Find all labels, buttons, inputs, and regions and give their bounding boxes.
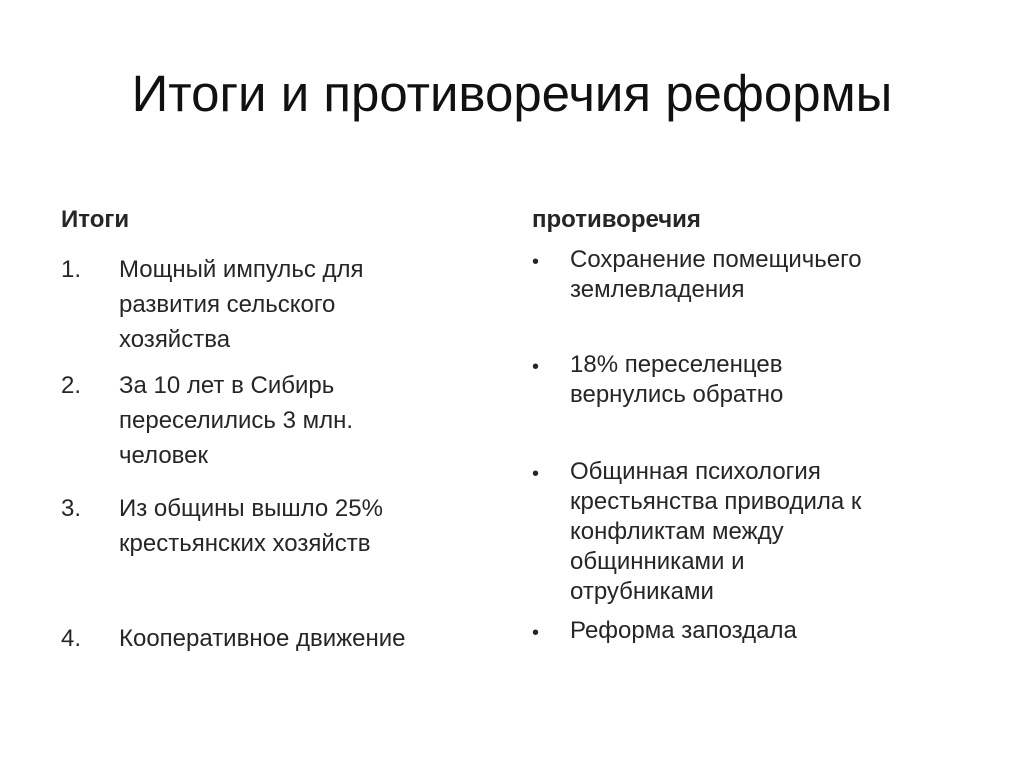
text-line: вернулись обратно: [570, 381, 784, 408]
bullet-icon: •: [532, 356, 540, 378]
text-line: человек: [119, 442, 209, 469]
text-line: конфликтам между: [570, 518, 784, 545]
text-line: Мощный импульс для: [119, 256, 364, 283]
text-line: За 10 лет в Сибирь: [119, 372, 335, 399]
text-line: крестьянских хозяйств: [119, 530, 371, 557]
text-line: Сохранение помещичьего: [570, 246, 862, 273]
item-text: [119, 491, 469, 561]
results-list: [61, 0, 491, 767]
contradictions-heading: противоречия: [532, 206, 701, 233]
text-line: общинниками и: [570, 548, 745, 575]
text-line: переселились 3 млн.: [119, 407, 354, 434]
text-line: Общинная психология: [570, 458, 821, 485]
contradictions-list: [530, 0, 1010, 767]
text-line: 18% переселенцев: [570, 351, 783, 378]
bullet-icon: •: [532, 622, 540, 644]
text-line: хозяйства: [119, 326, 231, 353]
item-text: [119, 252, 469, 357]
item-number: 3.: [61, 495, 82, 522]
text-line: Из общины вышло 25%: [119, 495, 383, 522]
text-line: Реформа запоздала: [570, 617, 797, 644]
item-text: [570, 616, 970, 646]
item-number: 2.: [61, 372, 82, 399]
bullet-icon: •: [532, 251, 540, 273]
bullet-icon: •: [532, 463, 540, 485]
text-line: землевладения: [570, 276, 745, 303]
results-heading: Итоги: [61, 206, 130, 233]
item-text: [570, 350, 970, 410]
item-text: [570, 245, 970, 305]
text-line: крестьянства приводила к: [570, 488, 862, 515]
item-number: 1.: [61, 256, 82, 283]
text-line: развития сельского: [119, 291, 336, 318]
item-number: 4.: [61, 625, 82, 652]
text-line: Кооперативное движение: [119, 625, 406, 652]
text-line: отрубниками: [570, 578, 714, 605]
slide-title: Итоги и противоречия реформы: [131, 65, 893, 122]
item-text: [119, 368, 469, 473]
item-text: [119, 621, 469, 656]
item-text: [570, 457, 970, 607]
